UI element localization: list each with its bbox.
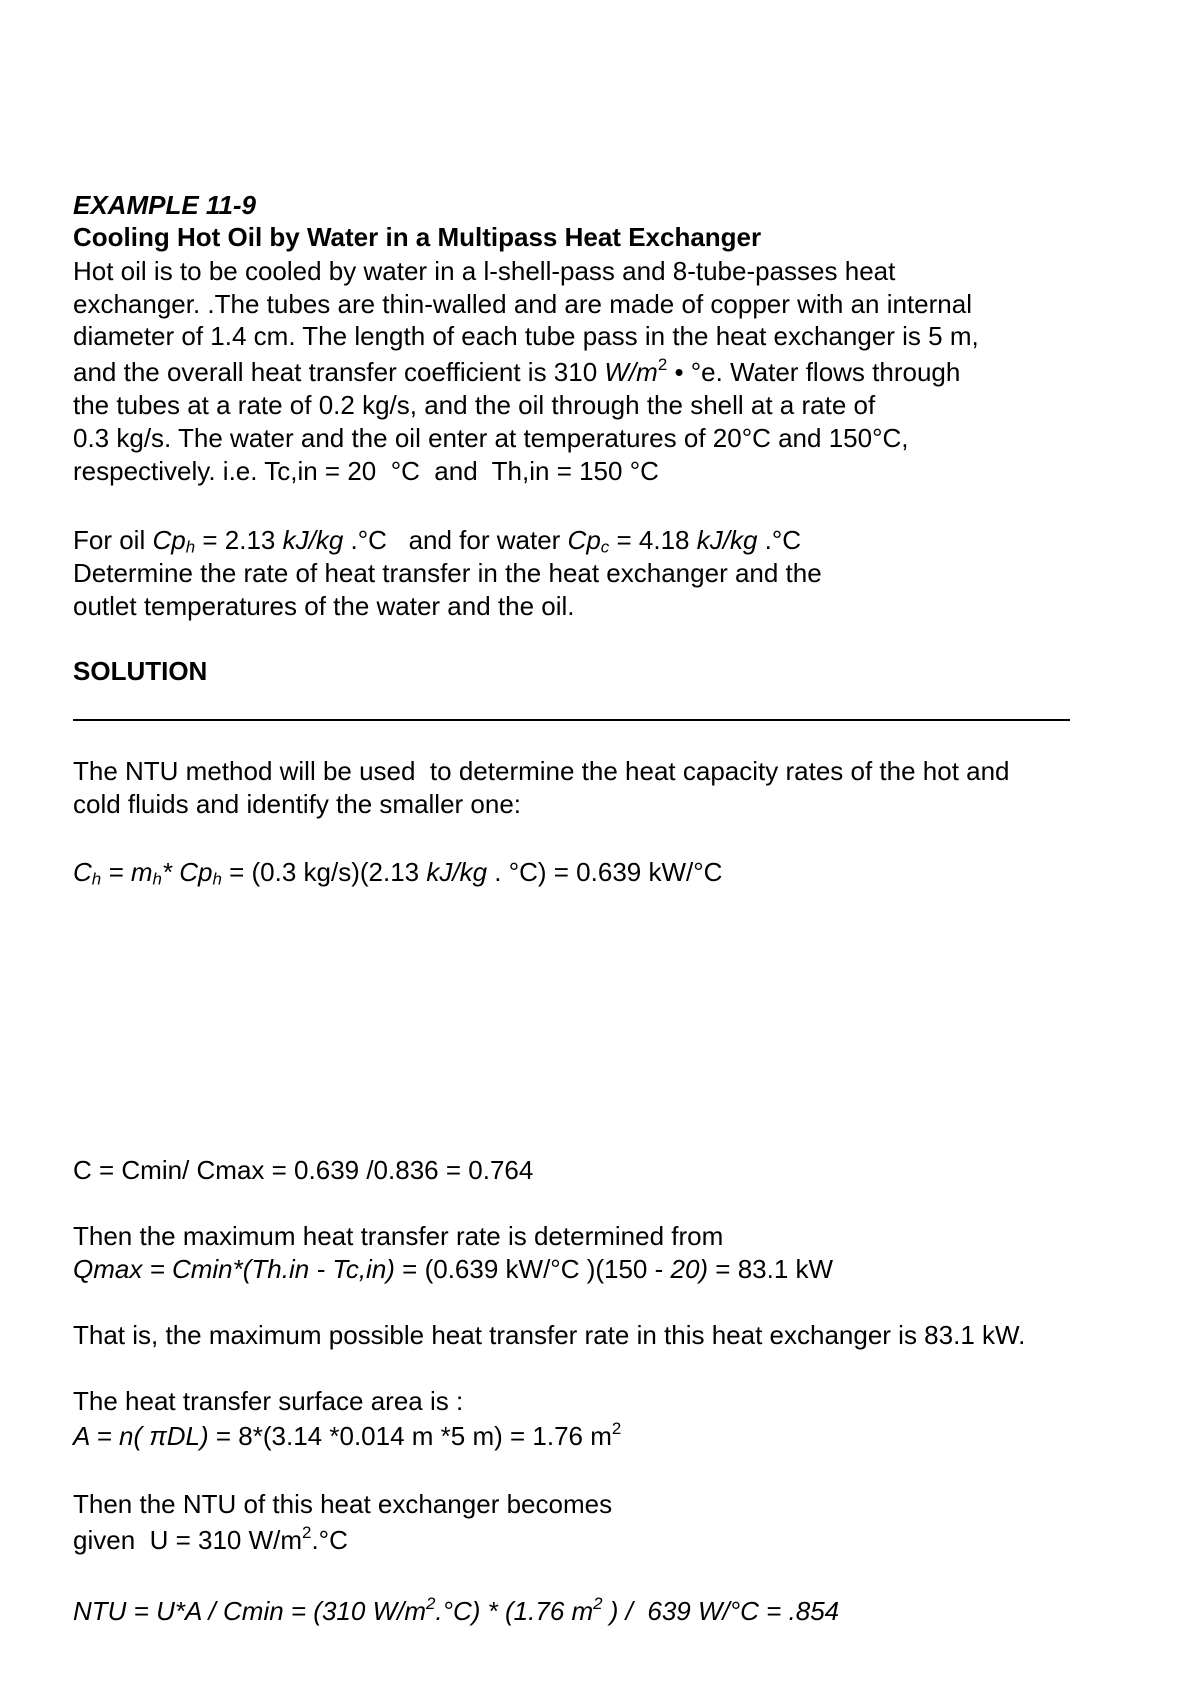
- ntu-result: ) / 639 W/°C = .854: [602, 1596, 840, 1626]
- given-text: given U = 310 W/m: [73, 1525, 303, 1555]
- area-intro-line: The heat transfer surface area is :: [73, 1386, 464, 1416]
- cp-symbol: Cp: [152, 525, 186, 555]
- determine-line-2: outlet temperatures of the water and the oil.: [73, 591, 575, 621]
- problem-line-4-tail: • °e. Water flows through: [667, 357, 961, 387]
- ntu-intro-line-1: The NTU method will be used to determine the heat capacity rates of the hot and: [73, 756, 1010, 786]
- properties-tail: .°C: [757, 525, 802, 555]
- properties-text-2: .°C and for water: [343, 525, 568, 555]
- ch-result: . °C) = 0.639 kW/°C: [487, 857, 723, 887]
- qmax-intro-line: Then the maximum heat transfer rate is determined from: [73, 1221, 724, 1251]
- qmax-inlet-value: 20): [670, 1254, 709, 1284]
- determine-line-1: Determine the rate of heat transfer in the heat exchanger and the: [73, 558, 822, 588]
- given-tail: .°C: [311, 1525, 348, 1555]
- cph-subscript: h: [212, 869, 222, 889]
- qmax-values: = (0.639 kW/°C )(150 -: [394, 1254, 671, 1284]
- problem-line-1: Hot oil is to be cooled by water in a l-shell-pass and 8-tube-passes heat: [73, 256, 896, 286]
- ntu-intro-line-2: cold fluids and identify the smaller one:: [73, 789, 522, 819]
- example-title: Cooling Hot Oil by Water in a Multipass Heat Exchanger: [73, 222, 762, 252]
- properties-value-2: = 4.18: [609, 525, 697, 555]
- cp-symbol-2: Cp: [567, 525, 601, 555]
- capacity-ratio-line: C = Cmin/ Cmax = 0.639 /0.836 = 0.764: [73, 1155, 534, 1185]
- given-exponent: 2: [302, 1523, 312, 1543]
- problem-line-4: [73, 356, 960, 388]
- ntu-exponent-2: 2: [593, 1594, 603, 1614]
- mh-symbol: = m: [101, 857, 153, 887]
- unit-exponent: 2: [657, 355, 668, 375]
- ntu-equation: [73, 1595, 839, 1627]
- coefficient-unit: W/m: [604, 357, 658, 387]
- ch-values: = (0.3 kg/s)(2.13: [221, 857, 427, 887]
- horizontal-divider: [73, 719, 1070, 721]
- area-values: = 8*(3.14 *0.014 m *5 m) = 1.76 m: [208, 1421, 612, 1451]
- problem-line-7: respectively. i.e. Tc,in = 20 °C and Th,in = 150 °C: [73, 456, 659, 486]
- qmax-formula: Qmax = Cmin*(Th.in - Tc,in): [73, 1254, 395, 1284]
- problem-line-6: 0.3 kg/s. The water and the oil enter at temperatures of 20°C and 150°C,: [73, 423, 909, 453]
- ntu-line: Then the NTU of this heat exchanger becomes: [73, 1489, 613, 1519]
- hot-capacity-equation: [73, 856, 722, 888]
- ntu-exponent-1: 2: [426, 1594, 436, 1614]
- properties-value: = 2.13: [195, 525, 283, 555]
- mh-subscript: h: [152, 869, 162, 889]
- qmax-result: = 83.1 kW: [708, 1254, 834, 1284]
- ntu-values: .°C) * (1.76 m: [435, 1596, 594, 1626]
- example-label: EXAMPLE 11-9: [73, 190, 257, 220]
- area-equation: [73, 1420, 621, 1452]
- qmax-equation: [73, 1253, 833, 1285]
- properties-line: [73, 524, 801, 556]
- problem-line-3: diameter of 1.4 cm. The length of each tube pass in the heat exchanger is 5 m,: [73, 321, 979, 351]
- ntu-formula: NTU = U*A / Cmin = (310 W/m: [73, 1596, 426, 1626]
- ch-subscript: h: [91, 869, 102, 889]
- ch-symbol: C: [73, 857, 92, 887]
- problem-line-5: the tubes at a rate of 0.2 kg/s, and the oil through the shell at a rate of: [73, 390, 876, 420]
- properties-unit: kJ/kg: [282, 525, 344, 555]
- qmax-note-line: That is, the maximum possible heat transfer rate in this heat exchanger is 83.1 kW.: [73, 1320, 1026, 1350]
- cph-symbol: * Cp: [161, 857, 213, 887]
- given-line: [73, 1524, 348, 1556]
- solution-heading: SOLUTION: [73, 656, 208, 686]
- area-formula: A = n( πDL): [73, 1421, 209, 1451]
- problem-line-2: exchanger. .The tubes are thin-walled and are made of copper with an internal: [73, 289, 972, 319]
- properties-text: For oil: [73, 525, 153, 555]
- problem-line-4-text: and the overall heat transfer coefficient is 310: [73, 357, 605, 387]
- area-exponent: 2: [611, 1419, 622, 1439]
- properties-unit-2: kJ/kg: [696, 525, 758, 555]
- ch-unit: kJ/kg: [426, 857, 488, 887]
- cp-cold-subscript: c: [600, 537, 610, 557]
- cp-hot-subscript: h: [185, 537, 196, 557]
